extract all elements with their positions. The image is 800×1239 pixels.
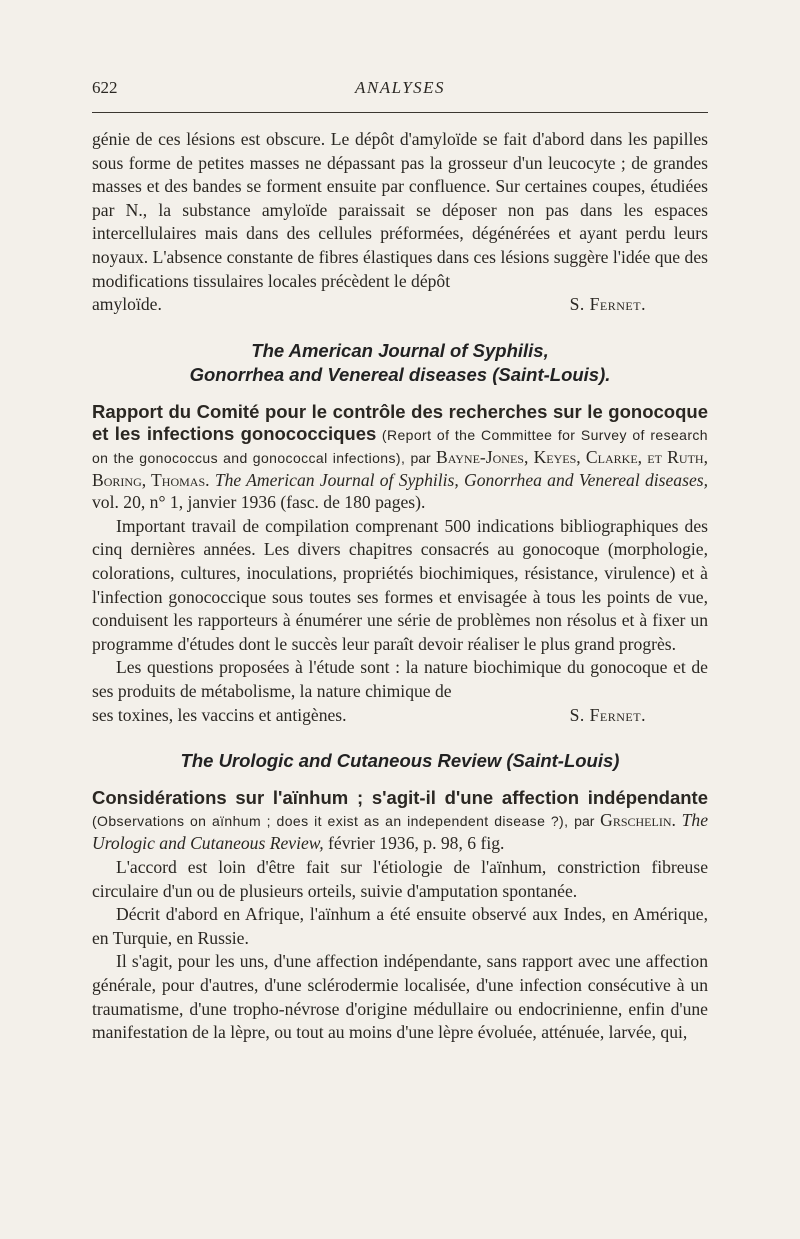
article-1-authors: Bayne-Jones, Keyes, Clarke, et Ruth, Boring, Thomas. — [92, 446, 708, 490]
prev-end-line — [92, 293, 708, 317]
header-rule — [92, 112, 708, 113]
article-2-para-3: Il s'agit, pour les uns, d'une affection indépendante, sans rapport avec une affection générale, pour d'autres, d'une sclérodermie localisée, d'une infection consécutive à un traumatisme, d'une tropho-névrose d'origine médullaire ou endocrinienne, enfin d'une manifestation de la lèpre, ou tout au moins d'une lèpre évoluée, atténuée, larvée, qui, — [92, 951, 708, 1043]
article-1-para-2: Les questions proposées à l'étude sont : la nature biochimique du gonocoque et de ses produits de métabolisme, la nature chimique de — [92, 657, 708, 701]
page-body — [92, 128, 708, 1045]
article-2-title-en: (Observations on aïnhum ; does it exist as an independent disease ?), — [92, 813, 569, 830]
article-1-journal-ref: The American Journal of Syphilis, Gonorrhea and Venereal diseases, — [214, 469, 708, 490]
journal-1-line-2: Gonorrhea and Venereal diseases (Saint-Louis). — [189, 363, 611, 385]
article-2-author: Grschelin. — [600, 810, 676, 831]
article-1-title-en: (Report of the Committee for Survey of research on the gonococcus and gonococcal infections), — [92, 426, 708, 466]
article-2-title: Considérations sur l'aïnhum ; s'agit-il d'une affection indépendante — [92, 787, 708, 809]
article-2-citation: février 1936, p. 98, 6 fig. — [328, 833, 505, 854]
article-1-para-2-end: ses toxines, les vaccins et antigènes. — [92, 704, 347, 725]
article-2-para-1: L'accord est loin d'être fait sur l'étiologie de l'aïnhum, constriction fibreuse circulaire d'un ou de plusieurs orteils, suivie d'amputation spontanée. — [92, 857, 708, 901]
prev-paragraph: génie de ces lésions est obscure. Le dépôt d'amyloïde se fait d'abord dans les papilles sous forme de petites masses ne dépassant pas la grosseur d'un leucocyte ; de grandes masses et des bandes se forment ensuite par confluence. Sur certaines coupes, étudiées par N., la substance amyloïde paraissait se déposer non pas dans les espaces intercellulaires mais dans des cellules préformées, dégénérées et ayant perdu leurs noyaux. L'absence constante de fibres élastiques dans ces lésions suggère l'idée que des modifications tissulaires locales précèdent le dépôt — [92, 129, 708, 291]
signature-1: S. Fernet. — [569, 294, 646, 315]
article-2-para-2: Décrit d'abord en Afrique, l'aïnhum a été ensuite observé aux Indes, en Amérique, en Turquie, en Russie. — [92, 904, 708, 948]
article-1-title: Rapport du Comité pour le contrôle des recherches sur le gonocoque et les infections gonococciques — [92, 400, 708, 444]
article-1-para-1: Important travail de compilation comprenant 500 indications bibliographiques des cinq dernières années. Les divers chapitres consacrés au gonocoque (morphologie, colorations, cultures, inoculations, propriétés biochimiques, résistance, virulence) et à l'infection gonococcique sous toutes ses formes et envisagée à tous les points de vue, conduisent les rapporteurs à énumérer une série de problèmes non résolus et à fixer un programme d'études dont le succès leur paraît devoir réaliser le plus grand progrès. — [92, 515, 708, 654]
journal-heading-1 — [92, 339, 708, 387]
journal-2-title: The Urologic and Cutaneous Review (Saint-Louis) — [180, 750, 620, 772]
signature-2: S. Fernet. — [569, 704, 646, 725]
page-header — [92, 78, 708, 106]
article-2-journal-ref: The Urologic and Cutaneous Review, — [92, 810, 709, 854]
article-1-end-line — [92, 704, 708, 728]
prev-last-word: amyloïde. — [92, 294, 162, 315]
article-1-par: par — [410, 449, 431, 466]
article-1-heading — [92, 401, 708, 513]
article-1-citation: vol. 20, n° 1, janvier 1936 (fasc. de 180 pages). — [92, 491, 426, 512]
page-number: 622 — [92, 78, 118, 97]
journal-1-line-1: The American Journal of Syphilis, — [251, 339, 549, 361]
running-title: ANALYSES — [354, 78, 446, 97]
journal-heading-2 — [92, 749, 708, 773]
article-2-par: par — [574, 813, 595, 830]
article-2-heading — [92, 787, 708, 854]
